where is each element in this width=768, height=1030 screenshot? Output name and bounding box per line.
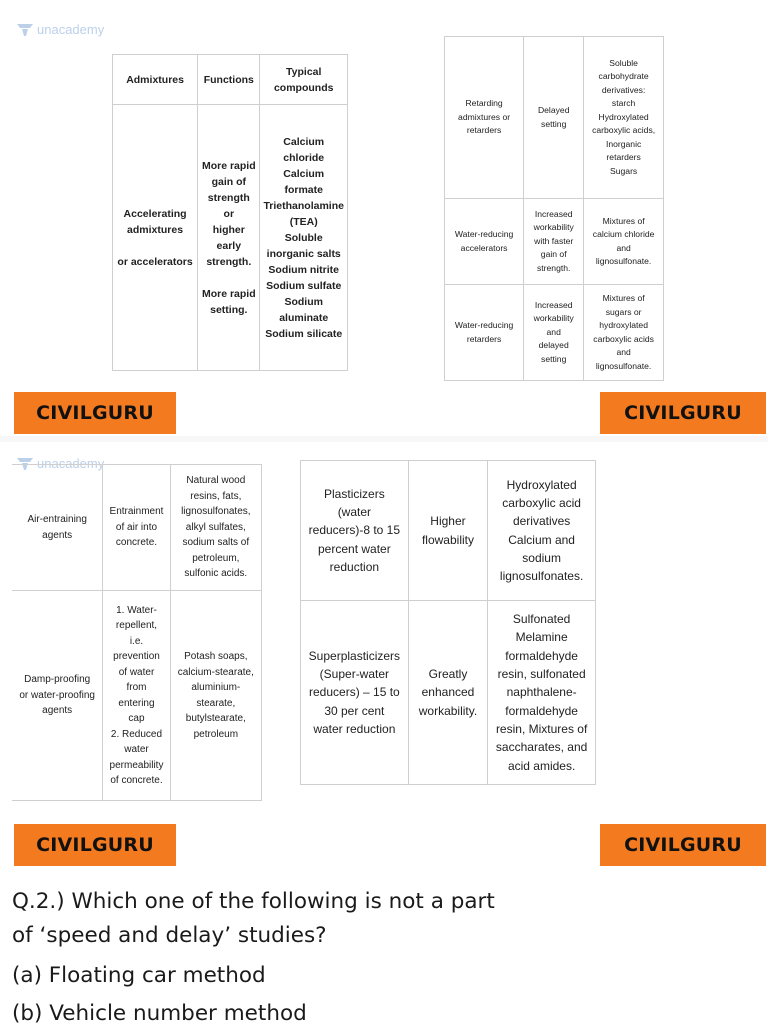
function-cell: More rapid gain of strength or higher early strength. More rapid setting. bbox=[198, 105, 260, 371]
admixture-cell: Damp-proofing or water-proofing agents bbox=[12, 591, 103, 801]
retarders-table bbox=[444, 36, 664, 381]
question-line-1: Q.2.) Which one of the following is not a part bbox=[12, 889, 495, 914]
admixture-cell: Superplasticizers (Super-water reducers) – 15 to 30 per cent water reduction bbox=[301, 601, 409, 785]
admixture-cell: Water-reducing accelerators bbox=[445, 199, 524, 285]
admixture-cell: Air-entraining agents bbox=[12, 465, 103, 591]
panel-divider bbox=[0, 436, 768, 442]
question-line-2: of ‘speed and delay’ studies? bbox=[12, 923, 327, 948]
admixture-cell: Accelerating admixtures or accelerators bbox=[113, 105, 198, 371]
air-entraining-table bbox=[12, 464, 262, 801]
option-b: (b) Vehicle number method bbox=[12, 1001, 307, 1026]
compounds-cell: Natural wood resins, fats, lignosulfonates, alkyl sulfates, sodium salts of petroleum, sulfonic acids. bbox=[170, 465, 261, 591]
civilguru-banner: CIVILGURU bbox=[600, 392, 766, 434]
unacademy-watermark bbox=[16, 22, 104, 37]
unacademy-logo-icon bbox=[16, 23, 34, 37]
function-cell: Increased workability with faster gain of strength. bbox=[524, 199, 584, 285]
function-cell: Delayed setting bbox=[524, 37, 584, 199]
header-admixtures: Admixtures bbox=[113, 55, 198, 105]
function-cell: Entrainment of air into concrete. bbox=[103, 465, 170, 591]
compounds-cell: Mixtures of sugars or hydroxylated carboxylic acids and lignosulfonate. bbox=[584, 285, 664, 381]
admixture-cell: Retarding admixtures or retarders bbox=[445, 37, 524, 199]
compounds-cell: Potash soaps, calcium-stearate, aluminium- stearate, butylstearate, petroleum bbox=[170, 591, 261, 801]
function-cell: Higher flowability bbox=[408, 461, 488, 601]
function-cell: Increased workability and delayed setting bbox=[524, 285, 584, 381]
header-functions: Functions bbox=[198, 55, 260, 105]
table-row bbox=[445, 37, 664, 199]
watermark-text: unacademy bbox=[37, 456, 105, 471]
table-row bbox=[301, 601, 596, 785]
civilguru-banner: CIVILGURU bbox=[14, 392, 176, 434]
compounds-cell: Calcium chloride Calcium formate Triethanolamine (TEA) Soluble inorganic salts Sodium nitrite Sodium sulfate Sodium aluminate Sodium silicate bbox=[260, 105, 348, 371]
compounds-cell: Soluble carbohydrate derivatives: starch Hydroxylated carboxylic acids, Inorganic retarders Sugars bbox=[584, 37, 664, 199]
accelerators-table bbox=[112, 54, 348, 371]
civilguru-banner: CIVILGURU bbox=[600, 824, 766, 866]
table-row bbox=[12, 465, 262, 591]
watermark-text: unacademy bbox=[37, 22, 105, 37]
table-row bbox=[301, 461, 596, 601]
function-cell: 1. Water- repellent, i.e. prevention of water from entering cap 2. Reduced water permeability of concrete. bbox=[103, 591, 170, 801]
function-cell: Greatly enhanced workability. bbox=[408, 601, 488, 785]
plasticizers-table bbox=[300, 460, 596, 785]
header-typical-compounds: Typical compounds bbox=[260, 55, 348, 105]
admixture-cell: Plasticizers (water reducers)-8 to 15 percent water reduction bbox=[301, 461, 409, 601]
table-row bbox=[445, 285, 664, 381]
civilguru-banner: CIVILGURU bbox=[14, 824, 176, 866]
table-row bbox=[12, 591, 262, 801]
compounds-cell: Hydroxylated carboxylic acid derivatives Calcium and sodium lignosulfonates. bbox=[488, 461, 596, 601]
option-a: (a) Floating car method bbox=[12, 963, 266, 988]
compounds-cell: Sulfonated Melamine formaldehyde resin, sulfonated naphthalene- formaldehyde resin, Mixtures of saccharates, and acid amides. bbox=[488, 601, 596, 785]
table-row bbox=[445, 199, 664, 285]
admixture-cell: Water-reducing retarders bbox=[445, 285, 524, 381]
compounds-cell: Mixtures of calcium chloride and lignosulfonate. bbox=[584, 199, 664, 285]
